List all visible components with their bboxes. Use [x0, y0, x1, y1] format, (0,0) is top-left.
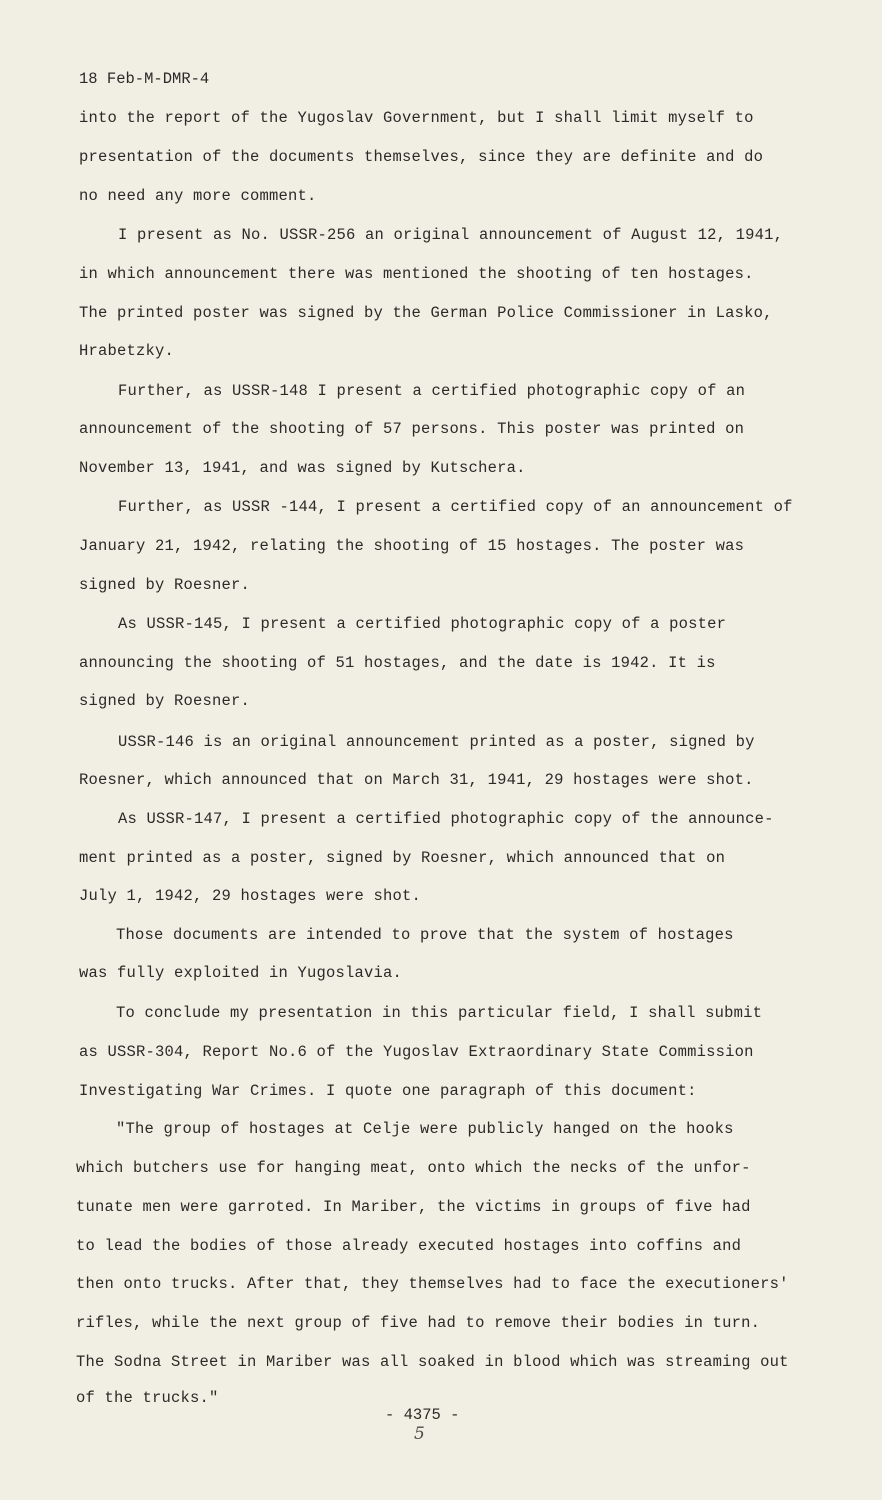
- text-line: Further, as USSR -144, I present a certified copy of an announcement of: [118, 498, 793, 516]
- text-line: announcing the shooting of 51 hostages, and the date is 1942. It is: [79, 654, 716, 672]
- text-line: Hrabetzky.: [79, 342, 175, 360]
- text-line: signed by Roesner.: [79, 692, 251, 710]
- page-number: - 4375 -: [385, 1406, 460, 1424]
- text-line: into the report of the Yugoslav Government, but I shall limit myself to: [79, 109, 754, 127]
- text-line: July 1, 1942, 29 hostages were shot.: [79, 887, 422, 905]
- handwritten-sheet-number: 5: [414, 1424, 425, 1444]
- text-line: January 21, 1942, relating the shooting of 15 hostages. The poster was: [79, 537, 745, 555]
- text-line: Those documents are intended to prove that the system of hostages: [116, 926, 734, 944]
- text-line: signed by Roesner.: [79, 576, 251, 594]
- text-line: Further, as USSR-148 I present a certified photographic copy of an: [118, 382, 746, 400]
- quote-line: rifles, while the next group of five had to remove their bodies in turn.: [76, 1314, 761, 1332]
- text-line: Investigating War Crimes. I quote one paragraph of this document:: [79, 1082, 697, 1100]
- text-line: As USSR-147, I present a certified photographic copy of the announce-: [118, 810, 774, 828]
- document-reference: 18 Feb-M-DMR-4: [79, 70, 210, 88]
- text-line: November 13, 1941, and was signed by Kutschera.: [79, 459, 526, 477]
- quote-line: then onto trucks. After that, they themselves had to face the executioners': [76, 1275, 789, 1293]
- quote-line: to lead the bodies of those already executed hostages into coffins and: [76, 1237, 742, 1255]
- quote-line: which butchers use for hanging meat, onto which the necks of the unfor-: [76, 1159, 751, 1177]
- quote-line: "The group of hostages at Celje were publicly hanged on the hooks: [116, 1120, 734, 1138]
- text-line: in which announcement there was mentioned the shooting of ten hostages.: [79, 265, 754, 283]
- text-line: as USSR-304, Report No.6 of the Yugoslav Extraordinary State Commission: [79, 1043, 754, 1061]
- quote-line: of the trucks.": [76, 1389, 219, 1407]
- quote-line: tunate men were garroted. In Mariber, the victims in groups of five had: [76, 1198, 751, 1216]
- text-line: announcement of the shooting of 57 persons. This poster was printed on: [79, 420, 745, 438]
- text-line: As USSR-145, I present a certified photographic copy of a poster: [118, 615, 727, 633]
- text-line: The printed poster was signed by the German Police Commissioner in Lasko,: [79, 304, 773, 322]
- text-line: USSR-146 is an original announcement printed as a poster, signed by: [118, 733, 755, 751]
- text-line: To conclude my presentation in this particular field, I shall submit: [116, 1004, 763, 1022]
- text-line: ment printed as a poster, signed by Roesner, which announced that on: [79, 849, 726, 867]
- text-line: presentation of the documents themselves, since they are definite and do: [79, 148, 764, 166]
- text-line: Roesner, which announced that on March 31, 1941, 29 hostages were shot.: [79, 771, 754, 789]
- text-line: I present as No. USSR-256 an original announcement of August 12, 1941,: [118, 226, 784, 244]
- text-line: no need any more comment.: [79, 187, 317, 205]
- quote-line: The Sodna Street in Mariber was all soaked in blood which was streaming out: [76, 1353, 789, 1371]
- text-line: was fully exploited in Yugoslavia.: [79, 964, 403, 982]
